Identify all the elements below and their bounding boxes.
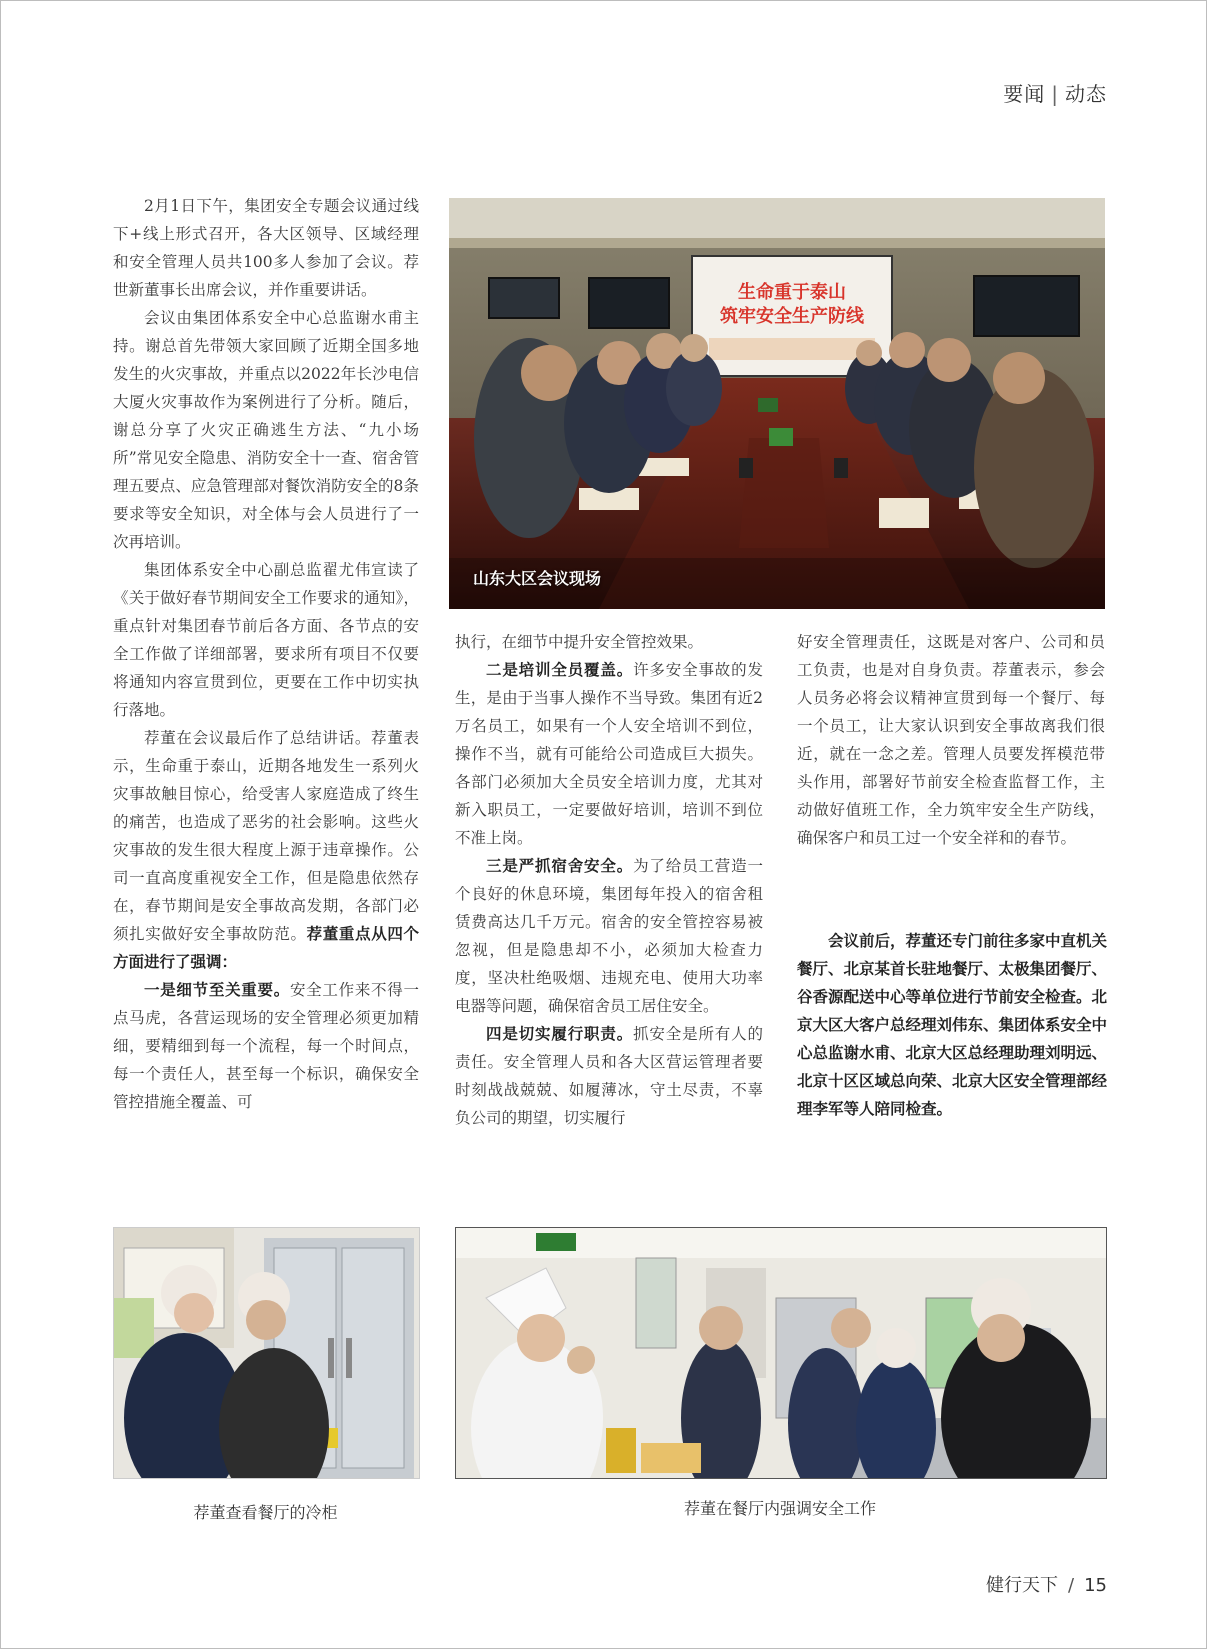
paragraph-text: 安全工作来不得一点马虎，各营运现场的安全管理必须更加精细，要精细到每一个流程，每一个时间点，每一个责任人，甚至每一个标识，确保安全管控措施全覆盖、可 [113, 981, 419, 1111]
paragraph: 2月1日下午，集团安全专题会议通过线下+线上形式召开，各大区领导、区域经理和安全管理人员共100多人参加了会议。荐世新董事长出席会议，并作重要讲话。 [113, 197, 419, 299]
paragraph-emphasis: 荐董重点从四个方面进行了强调： [113, 924, 419, 971]
kitchen-inspection-illustration [456, 1228, 1106, 1478]
paragraph: 集团体系安全中心副总监翟尤伟宣读了《关于做好春节期间安全工作要求的通知》，重点针对集团春节前后各方面、各节点的安全工作做了详细部署，要求所有项目不仅要将通知内容宣贯到位，更要在工作中切实执行落地。 [113, 561, 419, 719]
article-middle-column [455, 628, 763, 1132]
paragraph-text: 许多安全事故的发生，是由于当事人操作不当导致。集团有近2万名员工，如果有一个人安全培训不到位，操作不当，就有可能给公司造成巨大损失。各部门必须加大全员安全培训力度，尤其对新入职员工，一定要做好培训，培训不到位不准上岗。 [455, 661, 763, 847]
page-number: 15 [1084, 1575, 1107, 1596]
magazine-name: 健行天下 [986, 1575, 1059, 1596]
point-heading: 二是培训全员覆盖。 [486, 660, 634, 679]
point-heading: 一是细节至关重要。 [144, 980, 290, 999]
article-left-column [113, 192, 419, 1116]
kitchen-inspection-photo [455, 1227, 1107, 1479]
meeting-photo [449, 198, 1105, 609]
paragraph [113, 976, 419, 1116]
kitchen-photo-caption: 荐董在餐厅内强调安全工作 [683, 1499, 876, 1518]
paragraph: 会议由集团体系安全中心总监谢水甫主持。谢总首先带领大家回顾了近期全国多地发生的火灾事故，并重点以2022年长沙电信大厦火灾事故作为案例进行了分析。随后，谢总分享了火灾正确逃生方法、“九小场所”常见安全隐患、消防安全十一查、宿舍管理五要点、应急管理部对餐饮消防安全的8条要求等安全知识，对全体与会人员进行了一次再培训。 [113, 309, 419, 551]
meeting-room-illustration [449, 198, 1105, 609]
paragraph-text: 抓安全是所有人的责任。安全管理人员和各大区营运管理者要时刻战战兢兢、如履薄冰，守土尽责，不辜负公司的期望，切实履行 [455, 1025, 763, 1127]
fridge-photo-caption: 荐董查看餐厅的冷柜 [193, 1503, 338, 1522]
page-footer [986, 1571, 1107, 1597]
point-heading: 四是切实履行职责。 [486, 1024, 634, 1043]
section-name: 要闻 [1003, 82, 1046, 106]
paragraph: 执行，在细节中提升安全管控效果。 [455, 633, 704, 651]
section-separator: | [1051, 82, 1059, 106]
paragraph [455, 852, 763, 1020]
paragraph-text: 荐董在会议最后作了总结讲话。荐董表示，生命重于泰山，近期各地发生一系列火灾事故触目惊心，给受害人家庭造成了终生的痛苦，也造成了恶劣的社会影响。这些火灾事故的发生很大程度上源于违章操作。公司一直高度重视安全工作，但是隐患依然存在，春节期间是安全事故高发期，各部门必须扎实做好安全事故防范。 [113, 729, 419, 943]
screen-title-line2: 筑牢安全生产防线 [720, 306, 864, 327]
paragraph: 好安全管理责任，这既是对客户、公司和员工负责，也是对自身负责。荐董表示，参会人员务必将会议精神宣贯到每一个餐厅、每一个员工，让大家认识到安全事故离我们很近，就在一念之差。管理人员要发挥模范带头作用，部署好节前安全检查监督工作，主动做好值班工作，全力筑牢安全生产防线，确保客户和员工过一个安全祥和的春节。 [797, 633, 1105, 847]
footer-separator: / [1068, 1575, 1075, 1596]
section-header [1003, 78, 1107, 107]
paragraph [113, 724, 419, 976]
article-right-column [797, 628, 1105, 852]
paragraph [455, 1020, 763, 1132]
point-heading: 三是严抓宿舍安全。 [486, 856, 634, 875]
fridge-inspection-photo [113, 1227, 420, 1479]
paragraph [455, 656, 763, 852]
screen-title-line1: 生命重于泰山 [738, 282, 846, 303]
inspection-highlight [797, 927, 1107, 1123]
subsection-name: 动态 [1065, 82, 1107, 106]
fridge-inspection-illustration [114, 1228, 419, 1478]
meeting-photo-label: 山东大区会议现场 [473, 569, 602, 588]
highlight-paragraph: 会议前后，荐董还专门前往多家中直机关餐厅、北京某首长驻地餐厅、太极集团餐厅、谷香源配送中心等单位进行节前安全检查。北京大区大客户总经理刘伟东、集团体系安全中心总监谢水甫、北京大区总经理助理刘明远、北京十区区域总向荣、北京大区安全管理部经理李军等人陪同检查。 [797, 932, 1108, 1118]
paragraph-text: 为了给员工营造一个良好的休息环境，集团每年投入的宿舍租赁费高达几千万元。宿舍的安全管控容易被忽视，但是隐患却不小，必须加大检查力度，坚决杜绝吸烟、违规充电、使用大功率电器等问题，确保宿舍员工居住安全。 [455, 857, 763, 1015]
